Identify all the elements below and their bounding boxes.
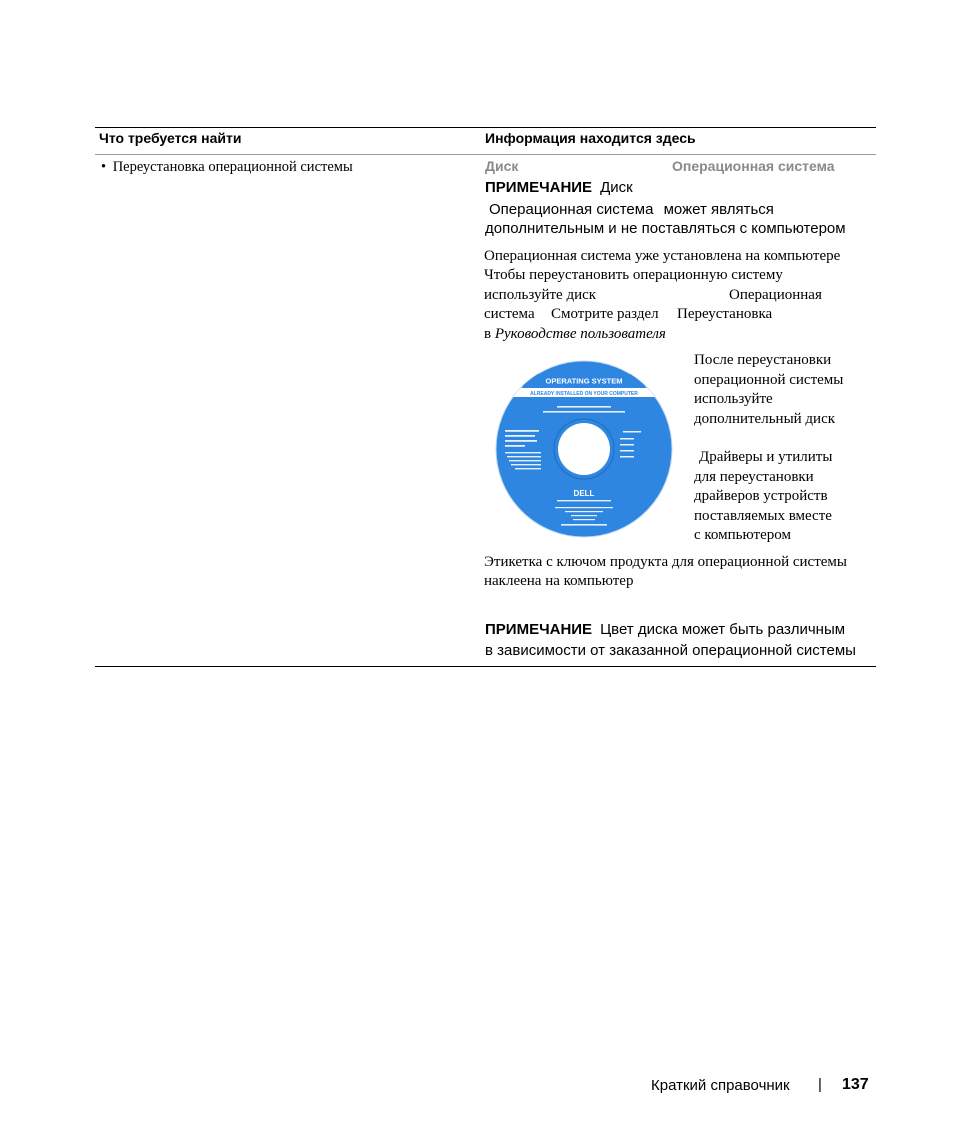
operating-system-disc	[495, 360, 673, 538]
note-2-lead: ПРИМЕЧАНИЕ	[485, 621, 593, 638]
para-line-4b: Смотрите раздел	[551, 306, 659, 322]
side-line-7: драйверов устройств	[694, 488, 828, 504]
bullet-item	[101, 158, 353, 178]
disc-banner-top-text: OPERATING SYSTEM	[545, 376, 623, 386]
user-guide-reference: Руководстве пользователя	[494, 326, 666, 342]
label-line-2: наклеена на компьютер	[484, 573, 634, 589]
table-bottom-rule	[95, 666, 876, 667]
para-line-5-prefix: в	[484, 326, 495, 342]
note-1-line-3: дополнительным и не поставляться с компьютером	[485, 220, 846, 237]
page-number: 137	[842, 1076, 869, 1093]
note-1-line-2	[485, 201, 774, 218]
para-line-1: Операционная система уже установлена на компьютере	[484, 248, 841, 264]
para-line-5	[484, 325, 666, 345]
note-2-line-2: в зависимости от заказанной операционной системы	[485, 642, 856, 659]
note-1-word: Диск	[600, 179, 633, 196]
side-line-5: Драйверы и утилиты	[699, 449, 833, 465]
side-line-8: поставляемых вместе	[694, 508, 832, 524]
disk-name-label: Операционная система	[672, 158, 835, 174]
disc-logo: DELL	[573, 489, 595, 498]
para-line-4c: Переустановка	[677, 306, 773, 322]
side-line-2: операционной системы	[694, 372, 844, 388]
disc-banner-bottom-text: ALREADY INSTALLED ON YOUR COMPUTER	[530, 391, 638, 397]
para-line-3b: Операционная	[729, 287, 822, 303]
column-header-left: Что требуется найти	[99, 130, 242, 146]
table-top-rule	[95, 127, 876, 128]
disc-logo-tagline	[557, 500, 611, 501]
bullet: •	[101, 159, 107, 175]
side-line-1: После переустановки	[694, 352, 832, 368]
note-1-line-2-rest: может являться	[663, 201, 774, 218]
header-bottom-rule	[95, 154, 876, 155]
side-line-9: с компьютером	[694, 527, 791, 543]
disc-center-hole	[558, 423, 610, 475]
note-2-text-1: Цвет диска может быть различным	[600, 621, 846, 638]
para-line-2: Чтобы переустановить операционную систему	[484, 267, 783, 283]
label-line-1: Этикетка с ключом продукта для операционной системы	[484, 554, 847, 570]
side-line-4: дополнительный диск	[694, 411, 836, 427]
para-line-3a: используйте диск	[484, 287, 597, 303]
bullet-text: Переустановка операционной системы	[112, 159, 353, 175]
note-1-os-name: Операционная система	[489, 201, 654, 218]
footer-separator: |	[818, 1076, 822, 1093]
footer-title: Краткий справочник	[651, 1077, 790, 1094]
side-line-3: используйте	[694, 391, 773, 407]
note-1-lead: ПРИМЕЧАНИЕ	[485, 179, 593, 196]
side-line-6: для переустановки	[694, 469, 814, 485]
note-2-line-1	[485, 621, 845, 639]
disk-label: Диск	[485, 158, 519, 174]
note-1-line-1	[485, 179, 633, 197]
column-header-right: Информация находится здесь	[485, 130, 696, 146]
para-line-4a: система	[484, 306, 535, 322]
